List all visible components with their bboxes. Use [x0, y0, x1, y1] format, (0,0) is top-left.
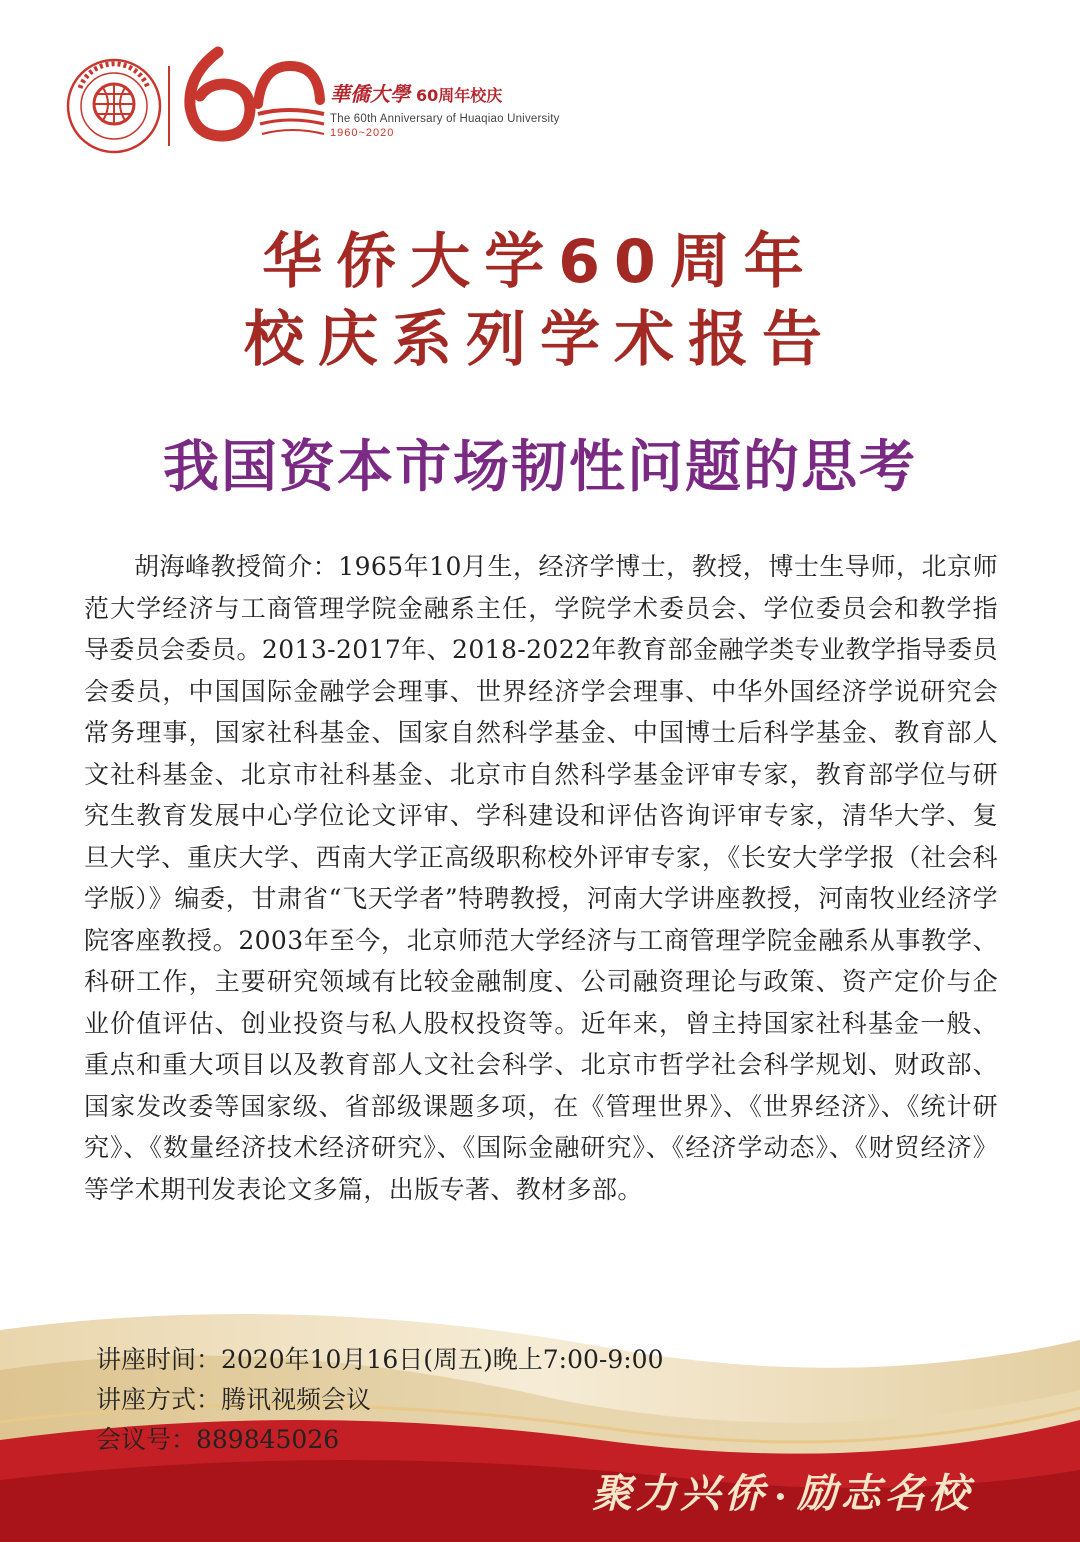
lecture-time: 讲座时间：2020年10月16日(周五)晚上7:00-9:00	[96, 1345, 664, 1374]
title-line-2: 校庆系列学术报告	[244, 305, 836, 375]
slogan	[592, 1462, 973, 1519]
title-line-1: 华侨大学60周年	[262, 227, 818, 297]
brand-cn-suffix: 60周年校庆	[416, 86, 503, 105]
lecture-method: 讲座方式：腾讯视频会议	[96, 1385, 372, 1414]
slogan-separator: •	[774, 1485, 791, 1509]
speaker-bio: 胡海峰教授简介：1965年10月生，经济学博士，教授，博士生导师，北京师范大学经济与工商管理学院金融系主任，学院学术委员会、学位委员会和教学指导委员会委员。2013-2017年、2018-2022年教育部金融学类专业教学指导委员会委员，中国国际金融学会理事、世界经济学会理事、中华外国经济学说研究会常务理事，国家社科基金、国家自然科学基金、中国博士后科学基金、教育部人文社科基金、北京市社科基金、北京市自然科学基金评审专家，教育部学位与研究生教育发展中心学位论文评审、学科建设和评估咨询评审专家，清华大学、复旦大学、重庆大学、西南大学正高级职称校外评审专家，《长安大学学报（社会科学版）》编委，甘肃省“飞天学者”特聘教授，河南大学讲座教授，河南牧业经济学院客座教授。2003年至今，北京师范大学经济与工商管理学院金融系从事教学、科研工作，主要研究领域有比较金融制度、公司融资理论与政策、资产定价与企业价值评估、创业投资与私人股权投资等。近年来，曾主持国家社科基金一般、重点和重大项目以及教育部人文社会科学、北京市哲学社会科学规划、财政部、国家发改委等国家级、省部级课题多项，在《管理世界》、《世界经济》、《统计研究》、《数量经济技术经济研究》、《国际金融研究》、《经济学动态》、《财贸经济》等学术期刊发表论文多篇，出版专著、教材多部。	[84, 552, 998, 1204]
header	[0, 0, 1080, 190]
brand-cn	[330, 78, 560, 107]
lecture-topic: 我国资本市场韧性问题的思考	[163, 435, 917, 500]
sixty-anniversary-logo	[178, 44, 328, 150]
university-seal-logo	[66, 58, 162, 154]
brand-en: The 60th Anniversary of Huaqiao University	[330, 113, 560, 125]
lecture-info	[96, 1340, 663, 1460]
header-divider	[168, 66, 170, 146]
slogan-left: 聚力兴侨	[592, 1470, 768, 1517]
brand-cn-name: 華僑大學	[330, 82, 410, 106]
anniversary-brand	[330, 78, 560, 139]
meeting-id: 会议号：889845026	[96, 1425, 340, 1454]
brand-years: 1960~2020	[330, 127, 395, 139]
slogan-right: 励志名校	[796, 1470, 973, 1517]
